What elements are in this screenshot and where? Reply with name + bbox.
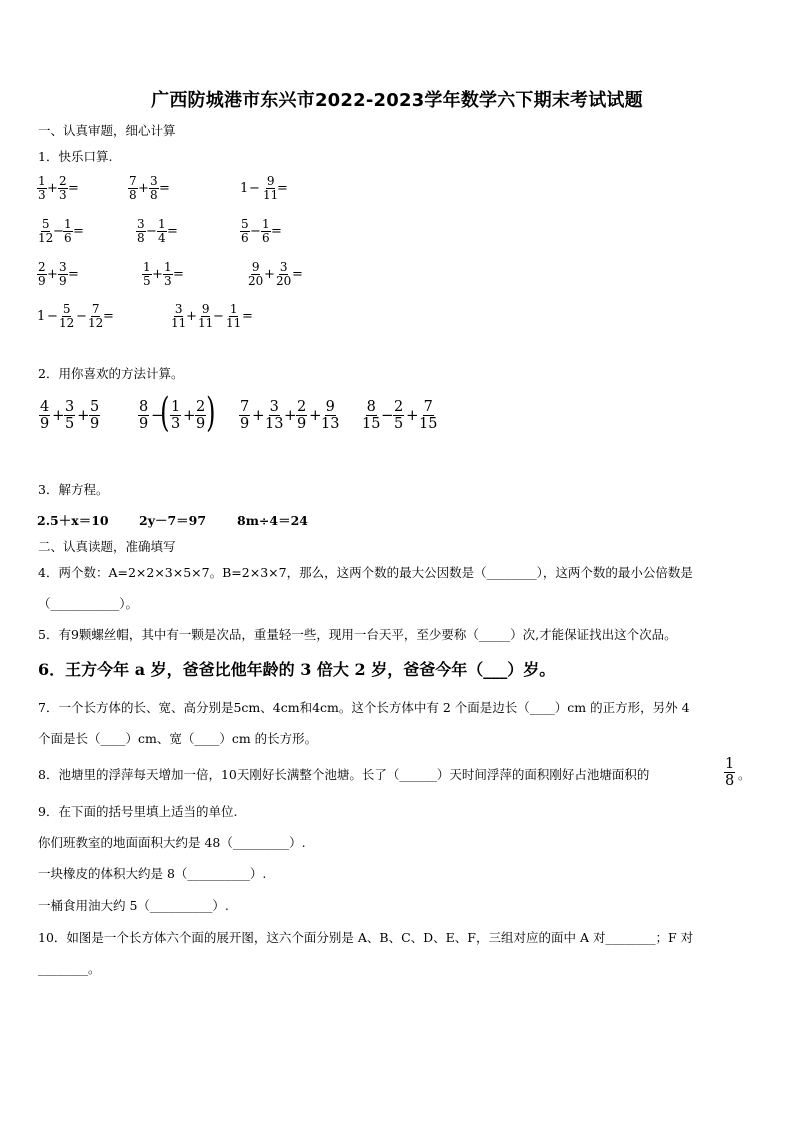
question-7-text: 7．一个长方体的长、宽、高分别是5cm、4cm和4cm。这个长方体中有 2 个面是边长（____）cm 的正方形，另外 4 (38, 700, 690, 715)
fraction: $\frac{3}{8}$ (137, 217, 145, 245)
fraction: $\frac{3}{9}$ (59, 260, 67, 288)
question-9-line-2: 一块橡皮的体积大约是 8（__________）. (38, 866, 267, 881)
question-4-text: 4．两个数：A=2×2×3×5×7。B=2×3×7，那么，这两个数的最大公因数是（________），这两个数的最小公倍数是 (38, 565, 693, 580)
fraction: $\frac{1}{3}$ (171, 399, 181, 432)
fraction: $\frac{1}{5}$ (143, 260, 151, 288)
fraction: $\frac{8}{15}$ (362, 399, 381, 432)
fraction: $\frac{7}{9}$ (240, 399, 250, 432)
question-5-text: 5．有9颗螺丝帽，其中有一颗是次品，重量轻一些，现用一台天平，至少要称（_____）次,才能保证找出这个次品。 (38, 627, 677, 642)
section-heading-2: 二、认真读题，准确填写 (38, 539, 176, 554)
fraction: $\frac{9}{20}$ (248, 260, 264, 288)
fraction: $\frac{7}{15}$ (419, 399, 438, 432)
fraction: $\frac{2}{9}$ (297, 399, 307, 432)
question-4-continued: （___________）。 (38, 596, 139, 611)
question-3-label: 3．解方程。 (38, 482, 109, 497)
fraction: $\frac{3}{20}$ (276, 260, 292, 288)
section-heading-1: 一、认真审题，细心计算 (38, 123, 176, 138)
question-1-label: 1．快乐口算. (38, 149, 113, 164)
fraction: $\frac{2}{9}$ (38, 260, 46, 288)
fraction: $\frac{5}{12}$ (59, 302, 75, 330)
question-9-line-1: 你们班教室的地面面积大约是 48（_________）. (38, 835, 306, 850)
fraction: $\frac{9}{13}$ (321, 399, 340, 432)
fraction: $\frac{2}{9}$ (196, 399, 206, 432)
fraction: $\frac{3}{13}$ (265, 399, 284, 432)
fraction: $\frac{8}{9}$ (139, 399, 149, 432)
question-10-continued: ________。 (38, 961, 101, 976)
fraction: $\frac{9}{11}$ (263, 174, 279, 202)
fraction: $\frac{3}{5}$ (65, 399, 75, 432)
question-8-text: 8．池塘里的浮萍每天增加一倍，10天刚好长满整个池塘。长了（______）天时间浮萍的面积刚好占池塘面积的 (38, 767, 650, 782)
fraction: $\frac{3}{8}$ (150, 174, 158, 202)
question-9-line-3: 一桶食用油大约 5（__________）. (38, 898, 229, 913)
fraction: $\frac{4}{9}$ (40, 399, 50, 432)
fraction: $\frac{5}{12}$ (38, 217, 54, 245)
fraction: $\frac{9}{11}$ (198, 302, 214, 330)
fraction: $\frac{2}{3}$ (59, 174, 67, 202)
fraction: $\frac{1}{4}$ (158, 217, 166, 245)
fraction: $\frac{1}{6}$ (64, 217, 72, 245)
question-7-continued: 个面是长（____）cm、宽（____）cm 的长方形。 (38, 731, 318, 746)
fraction: $\frac{3}{11}$ (171, 302, 187, 330)
fraction: $\frac{1}{3}$ (38, 174, 46, 202)
fraction: $\frac{5}{6}$ (241, 217, 249, 245)
fraction: $\frac{5}{9}$ (90, 399, 100, 432)
equation-1: 2.5＋x＝10 (37, 513, 109, 528)
fraction: $\frac{1}{8}$ (725, 756, 735, 789)
question-2-label: 2．用你喜欢的方法计算。 (38, 366, 184, 381)
right-paren: ) (206, 390, 216, 436)
fraction: $\frac{1}{3}$ (164, 260, 172, 288)
page-title: 广西防城港市东兴市2022-2023学年数学六下期末考试试题 (151, 90, 643, 111)
equation-3: 8m÷4＝24 (237, 513, 308, 528)
question-6-text: 6．王方今年 a 岁，爸爸比他年龄的 3 倍大 2 岁，爸爸今年（___）岁。 (38, 660, 556, 679)
left-paren: ( (160, 390, 170, 436)
question-9-label: 9．在下面的括号里填上适当的单位. (38, 804, 238, 819)
fraction: $\frac{7}{12}$ (88, 302, 104, 330)
fraction: $\frac{2}{5}$ (394, 399, 404, 432)
equation-2: 2y－7＝97 (139, 513, 207, 528)
fraction: $\frac{1}{6}$ (262, 217, 270, 245)
fraction: $\frac{7}{8}$ (129, 174, 137, 202)
question-10-text: 10．如图是一个长方体六个面的展开图，这六个面分别是 A、B、C、D、E、F，三组对应的面中 A 对________；F 对 (38, 930, 694, 945)
fraction: $\frac{1}{11}$ (226, 302, 242, 330)
